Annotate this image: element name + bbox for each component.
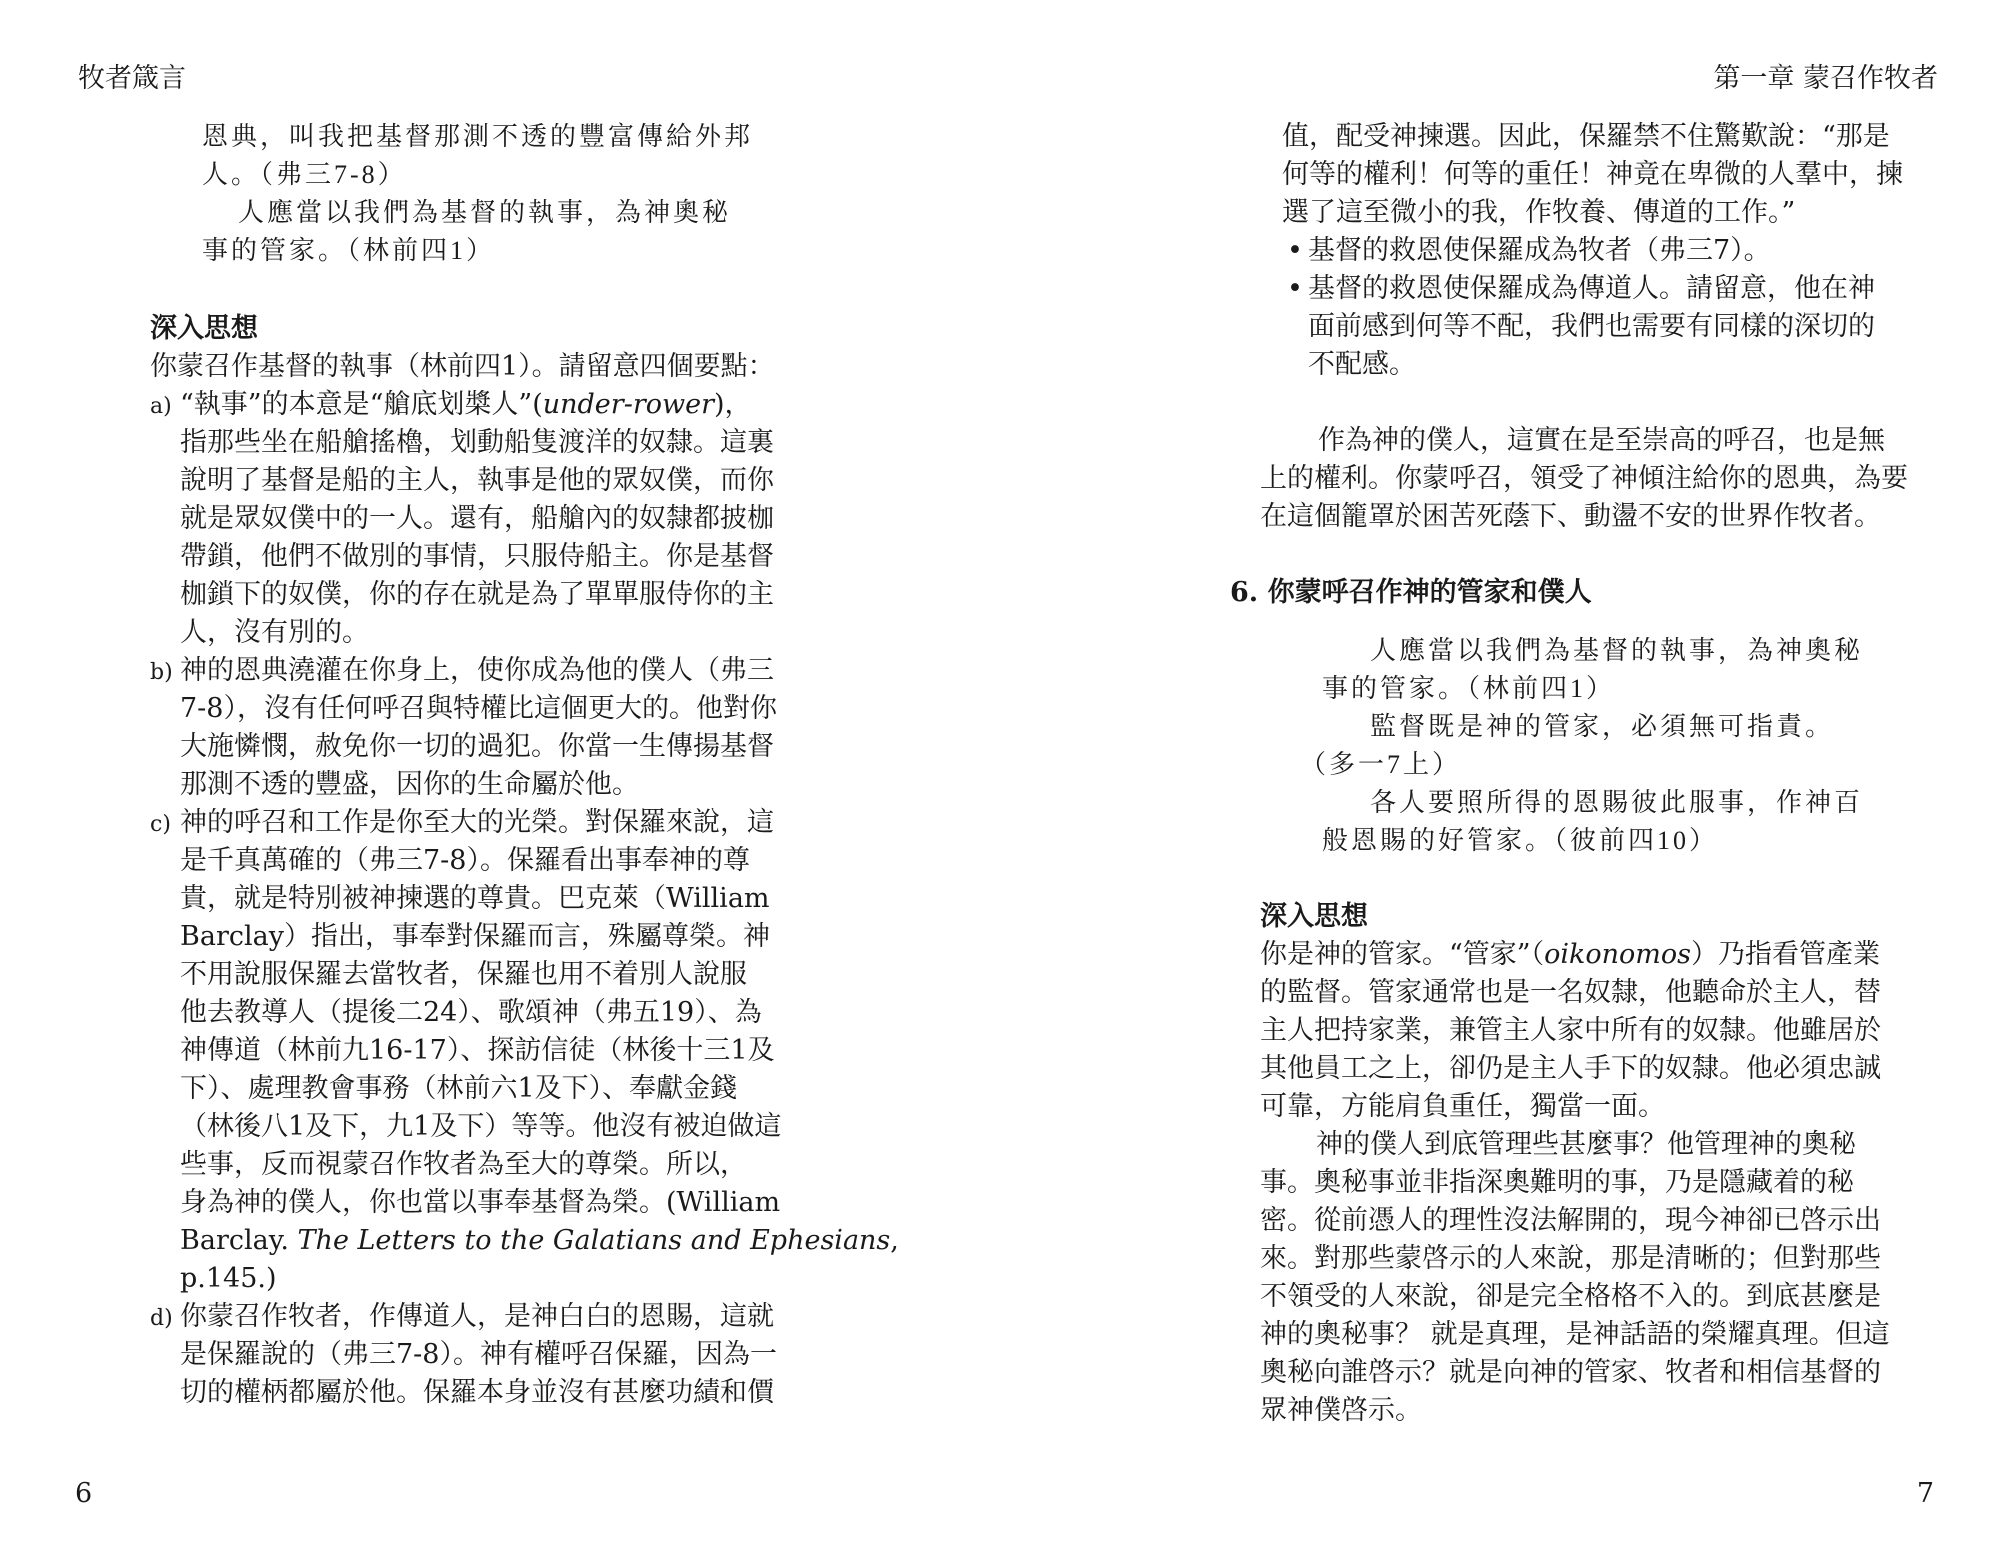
bullet-icon: • (1287, 235, 1303, 266)
body-line: 事。奧秘事並非指深奧難明的事，乃是隱藏着的秘 (1260, 1167, 1854, 1198)
italic-term: oikonomos (1544, 939, 1691, 970)
item-line: 人，沒有別的。 (180, 617, 369, 648)
item-line: 帶鎖，他們不做別的事情，只服侍船主。你是基督 (180, 541, 774, 572)
paragraph-line: 上的權利。你蒙呼召，領受了神傾注給你的恩典，為要 (1260, 463, 1908, 494)
item-line: 身為神的僕人，你也當以事奉基督為榮。(William (180, 1187, 781, 1218)
body-line: 密。從前憑人的理性沒法解開的，現今神卻已啓示出 (1260, 1205, 1881, 1236)
item-line: 你蒙召作牧者，作傳道人，是神白白的恩賜，這就 (180, 1301, 774, 1332)
section-heading: 深入思想 (1260, 901, 1368, 932)
item-line: 神傳道（林前九16-17）、探訪信徒（林後十三1及 (180, 1035, 775, 1066)
item-line: 指那些坐在船艙搖櫓，划動船隻渡洋的奴隸。這裏 (180, 427, 774, 458)
body-line: 的監督。管家通常也是一名奴隸，他聽命於主人，替 (1260, 977, 1881, 1008)
italic-term: under-rower (542, 389, 714, 420)
item-marker: c) (150, 812, 171, 837)
body-line: 眾神僕啓示。 (1260, 1395, 1422, 1426)
item-line: 枷鎖下的奴僕，你的存在就是為了單單服侍你的主 (180, 579, 774, 610)
quote-line: 恩典，叫我把基督那測不透的豐富傳給外邦 (202, 122, 754, 151)
page-number: 6 (75, 1478, 93, 1509)
quote-line: 事的管家。（林前四1） (202, 236, 496, 265)
scripture-quote (150, 118, 825, 270)
item-marker: d) (150, 1306, 173, 1331)
bullet-item (1282, 270, 1905, 384)
item-marker: a) (150, 394, 172, 419)
body-line: ）乃指看管產業 (1690, 939, 1880, 970)
quote-line: 監督既是神的管家，必須無可指責。 (1370, 712, 1835, 741)
citation-text: Barclay. (180, 1225, 298, 1256)
citation-text: , (890, 1225, 899, 1256)
numbered-heading: 6. 你蒙呼召作神的管家和僕人 (1230, 577, 1592, 608)
bullet-icon: • (1287, 273, 1303, 304)
body-line: 神的奧秘事？ 就是真理，是神話語的榮耀真理。但這 (1260, 1319, 1890, 1350)
item-line: 是保羅說的（弗三7-8）。神有權呼召保羅，因為一 (180, 1339, 777, 1370)
item-line: “執事”的本意是“艙底划槳人”( (180, 389, 543, 420)
item-line: 不用說服保羅去當牧者，保羅也用不着別人說服 (180, 959, 747, 990)
item-line: 就是眾奴僕中的一人。還有，船艙內的奴隸都披枷 (180, 503, 774, 534)
item-line: 些事，反而視蒙召作牧者為至大的尊榮。所以， (180, 1149, 747, 1180)
page-number: 7 (1916, 1478, 1934, 1509)
list-item (150, 386, 825, 652)
body-line: 可靠，方能肩負重任，獨當一面。 (1260, 1091, 1665, 1122)
bullet-line: 面前感到何等不配，我們也需要有同樣的深切的 (1308, 311, 1875, 342)
list-item (150, 1298, 825, 1412)
continuation-line: 值，配受神揀選。因此，保羅禁不住驚歎說：“那是 (1282, 121, 1890, 152)
paragraph-line: 作為神的僕人，這實在是至崇高的呼召，也是無 (1318, 425, 1885, 456)
body-line: 主人把持家業，兼管主人家中所有的奴隸。他雖居於 (1260, 1015, 1881, 1046)
quote-line: 事的管家。（林前四1） (1322, 674, 1616, 703)
scripture-quote (1230, 632, 1905, 860)
running-header: 牧者箴言 (78, 63, 186, 94)
body-line: 不領受的人來說，卻是完全格格不入的。到底甚麼是 (1260, 1281, 1881, 1312)
body-line: 神的僕人到底管理些甚麼事？他管理神的奧秘 (1316, 1129, 1856, 1160)
quote-line: 各人要照所得的恩賜彼此服事，作神百 (1370, 788, 1864, 817)
list-item (150, 652, 825, 804)
bullet-line: 基督的救恩使保羅成為傳道人。請留意，他在神 (1308, 273, 1875, 304)
item-line: 下）、處理教會事務（林前六1及下）、奉獻金錢 (180, 1073, 738, 1104)
quote-line: 人應當以我們為基督的執事，為神奧秘 (1370, 636, 1864, 665)
list-item (150, 804, 899, 1298)
item-line: )， (713, 389, 752, 420)
section-heading: 深入思想 (150, 313, 258, 344)
item-line: 切的權柄都屬於他。保羅本身並沒有甚麼功績和價 (180, 1377, 774, 1408)
body-line: 其他員工之上，卻仍是主人手下的奴隸。他必須忠誠 (1260, 1053, 1881, 1084)
bullet-item (1282, 232, 1905, 270)
item-line: 是千真萬確的（弗三7-8）。保羅看出事奉神的尊 (180, 845, 750, 876)
paragraph-line: 在這個籠罩於困苦死蔭下、動盪不安的世界作牧者。 (1260, 501, 1881, 532)
item-line: 神的恩典澆灌在你身上，使你成為他的僕人（弗三 (180, 655, 774, 686)
item-line: 7-8），沒有任何呼召與特權比這個更大的。他對你 (180, 693, 777, 724)
item-marker: b) (150, 660, 173, 685)
quote-line: 人應當以我們為基督的執事，為神奧秘 (238, 198, 732, 227)
quote-line: 般恩賜的好管家。（彼前四10） (1322, 826, 1719, 855)
bullet-line: 不配感。 (1308, 349, 1416, 380)
item-line: （林後八1及下，九1及下）等等。他沒有被迫做這 (180, 1111, 782, 1142)
body-line: 奧秘向誰啓示？就是向神的管家、牧者和相信基督的 (1260, 1357, 1881, 1388)
right-column (1230, 118, 1908, 1430)
item-line: 那測不透的豐盛，因你的生命屬於他。 (180, 769, 639, 800)
continuation-line: 何等的權利！何等的重任！神竟在卑微的人羣中，揀 (1282, 159, 1903, 190)
item-line: 神的呼召和工作是你至大的光榮。對保羅來說，這 (180, 807, 774, 838)
intro-text: 你蒙召作基督的執事（林前四1）。請留意四個要點： (150, 351, 775, 382)
bullet-line: 基督的救恩使保羅成為牧者（弗三7）。 (1308, 235, 1771, 266)
item-line: 貴，就是特別被神揀選的尊貴。巴克萊（William (180, 883, 770, 914)
body-line: 來。對那些蒙啓示的人來說，那是清晰的；但對那些 (1260, 1243, 1881, 1274)
item-line: Barclay）指出，事奉對保羅而言，殊屬尊榮。神 (180, 921, 770, 952)
citation-title: The Letters to the Galatians and Ephesians (297, 1225, 891, 1256)
running-header: 第一章 蒙召作牧者 (1713, 63, 1938, 94)
item-line: 說明了基督是船的主人，執事是他的眾奴僕，而你 (180, 465, 774, 496)
quote-line: （多一7上） (1300, 750, 1462, 779)
citation-page: p.145.) (180, 1263, 277, 1294)
item-line: 大施憐憫，赦免你一切的過犯。你當一生傳揚基督 (180, 731, 774, 762)
continuation-line: 選了這至微小的我，作牧養、傳道的工作。” (1282, 197, 1796, 228)
body-line: 你是神的管家。“管家”（ (1260, 939, 1545, 970)
item-line: 他去教導人（提後二24）、歌頌神（弗五19）、為 (180, 997, 762, 1028)
left-column (150, 118, 899, 1412)
right-page (1000, 0, 2000, 1556)
quote-line: 人。（弗三7-8） (202, 160, 407, 189)
